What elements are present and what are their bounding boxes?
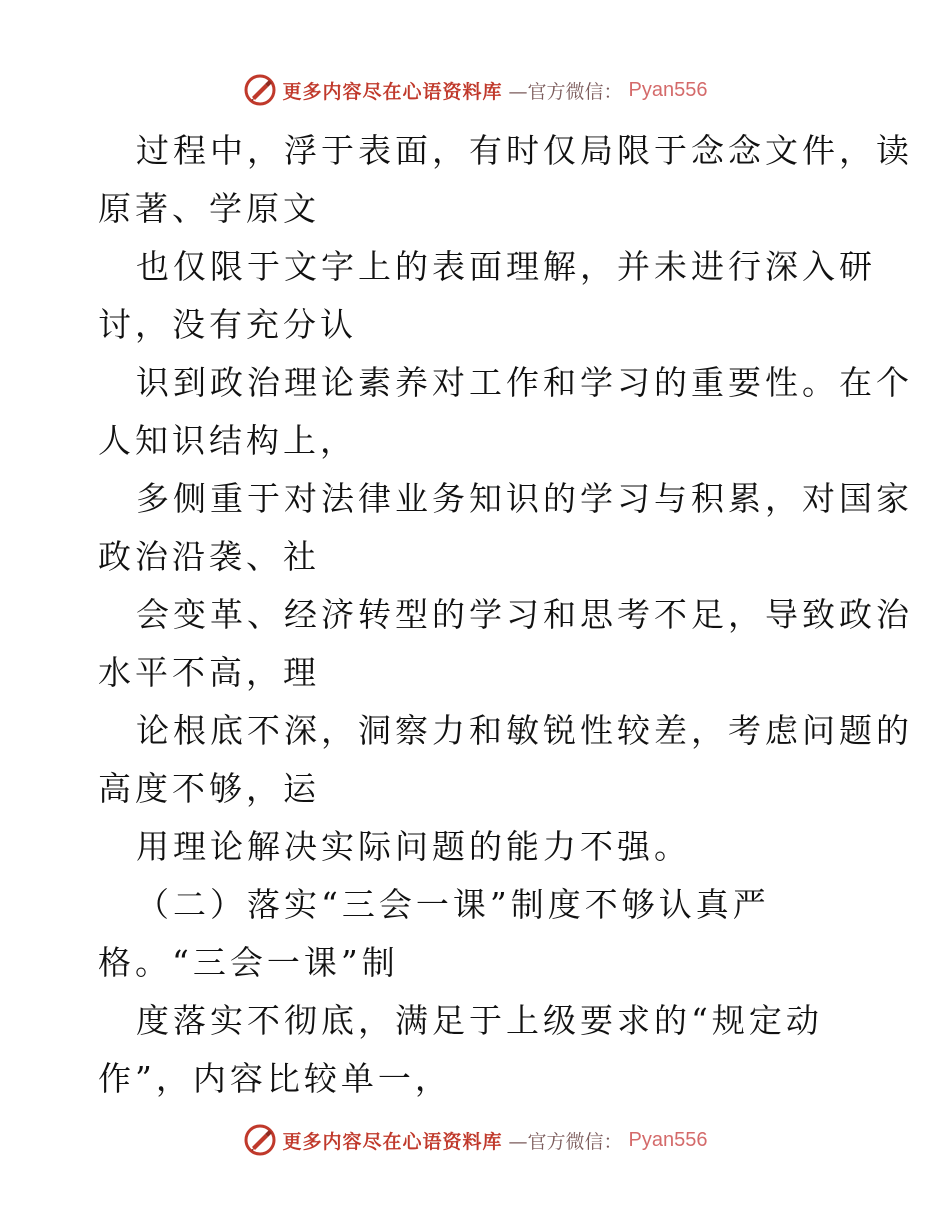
text-line: 会变革、经济转型的学习和思考不足，导致政治: [136, 595, 913, 634]
text-line: 多侧重于对法律业务知识的学习与积累，对国家: [136, 479, 913, 518]
watermark-brand-text: 更多内容尽在心语资料库: [282, 80, 503, 103]
text-line: 度落实不彻底，满足于上级要求的“规定动: [136, 1001, 823, 1040]
text-line: 识到政治理论素养对工作和学习的重要性。在个: [136, 363, 913, 402]
text-line: 作”，内容比较单一，: [98, 1059, 452, 1098]
header-watermark: [0, 70, 950, 110]
text-line: 水平不高，理: [98, 653, 320, 692]
text-line: 讨，没有充分认: [98, 305, 357, 344]
text-line: 用理论解决实际问题的能力不强。: [136, 827, 691, 866]
pen-logo-icon: [243, 73, 277, 107]
text-line: 也仅限于文字上的表面理解，并未进行深入研: [136, 247, 876, 286]
text-line: 过程中，浮于表面，有时仅局限于念念文件，读: [136, 131, 913, 170]
footer-watermark: [0, 1120, 950, 1160]
text-line: 论根底不深，洞察力和敏锐性较差，考虑问题的: [136, 711, 913, 750]
text-line: （二）落实“三会一课”制度不够认真严: [136, 885, 770, 924]
pen-logo-icon: [243, 1123, 277, 1157]
text-line: 格。“三会一课”制: [98, 943, 399, 982]
text-line: 高度不够，运: [98, 769, 320, 808]
watermark-official-text: —官方微信：: [508, 1130, 623, 1153]
watermark-wechat-id: Pyan556: [628, 78, 708, 101]
text-line: 政治沿袭、社: [98, 537, 320, 576]
document-body: [98, 122, 913, 1108]
watermark-wechat-id: Pyan556: [628, 1128, 708, 1151]
text-line: 原著、学原文: [98, 189, 320, 228]
watermark-official-text: —官方微信：: [508, 80, 623, 103]
watermark-brand-text: 更多内容尽在心语资料库: [282, 1130, 503, 1153]
text-line: 人知识结构上，: [98, 421, 357, 460]
